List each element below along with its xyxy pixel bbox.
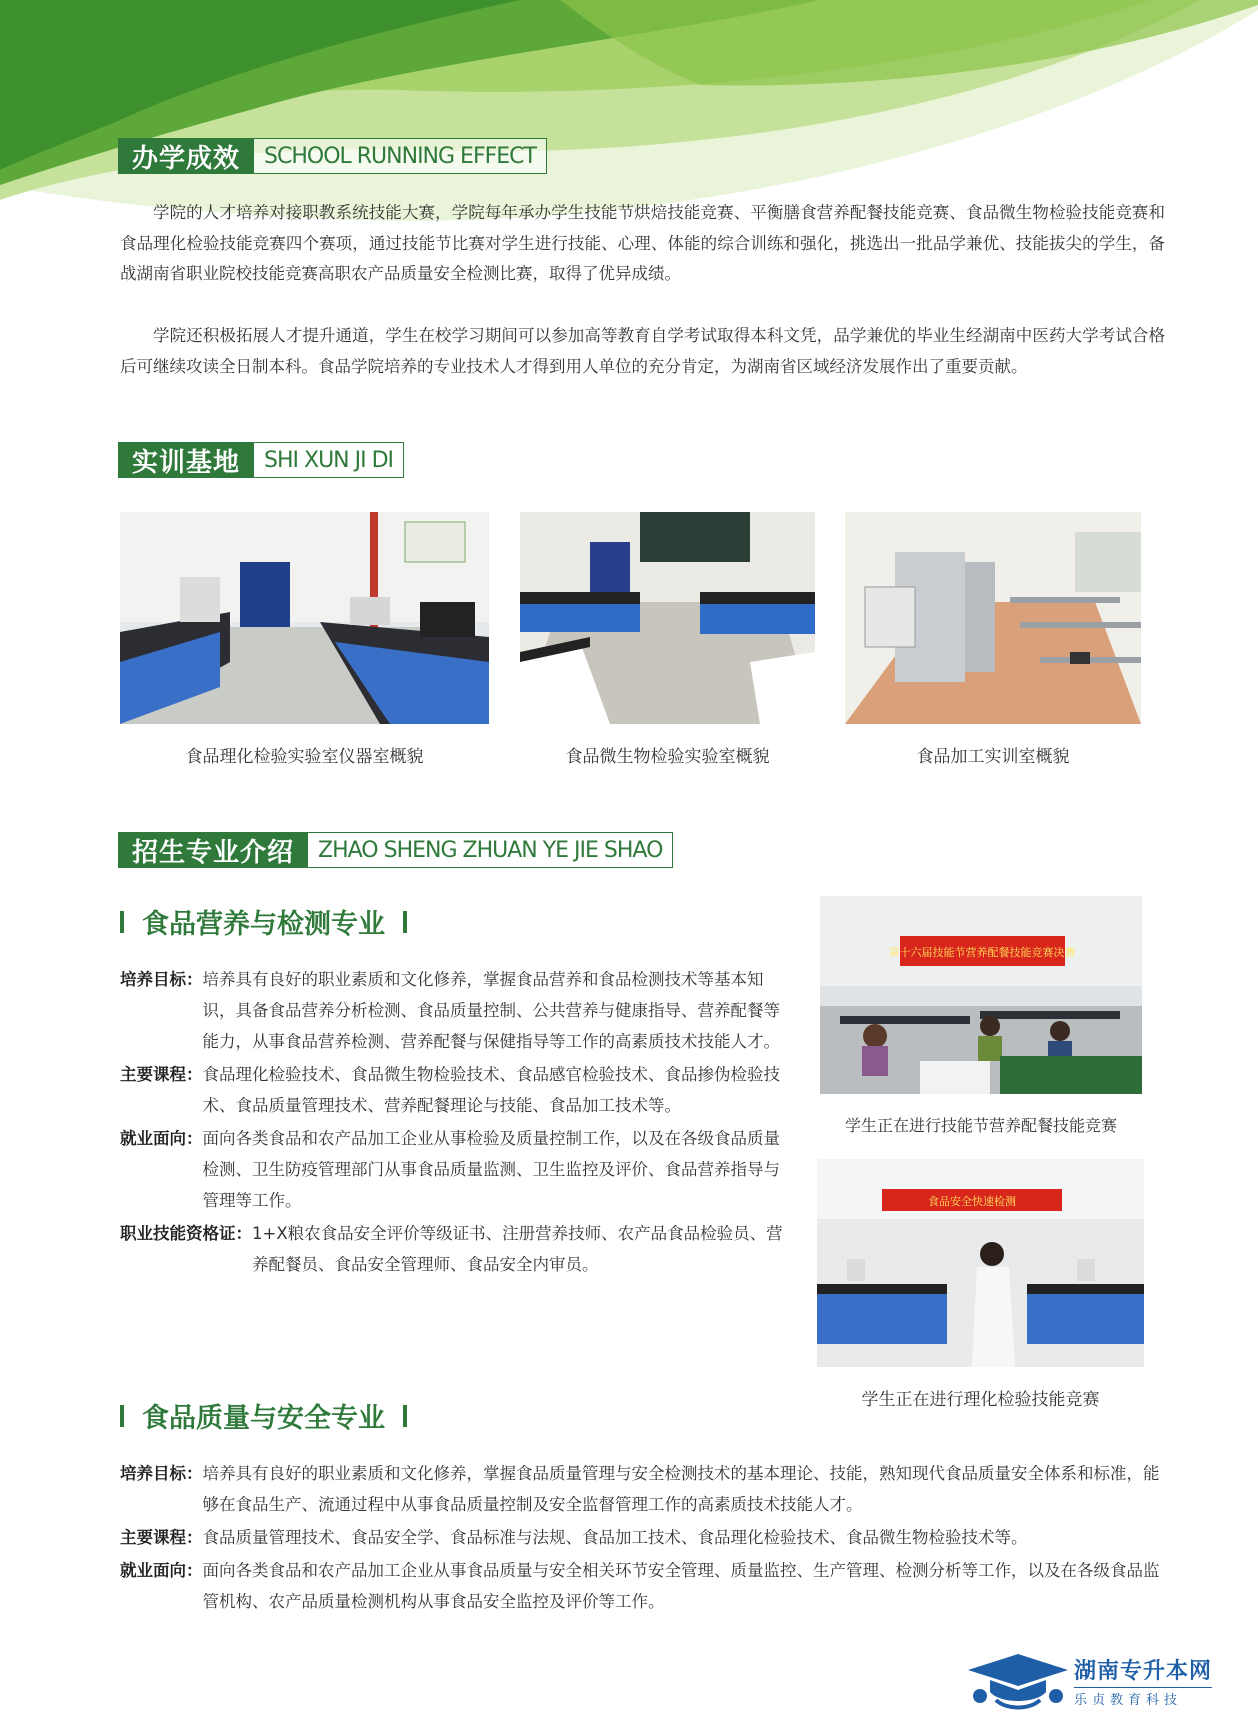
photo-caption: 食品微生物检验实验室概貌 bbox=[565, 747, 770, 767]
logo-name: 湖南专升本网 bbox=[1074, 1659, 1213, 1684]
section-title-en: SCHOOL RUNNING EFFECT bbox=[254, 138, 547, 174]
info-value: 培养具有良好的职业素质和文化修养，掌握食品营养和食品检测技术等基本知识，具备食品营养分析检测、食品质量控制、公共营养与健康指导、营养配餐等能力，从事食品营养检测、营养配餐与保健指导等工作的高素质技术技能人才。 bbox=[202, 970, 780, 1051]
lab-photo-food-processing bbox=[845, 512, 1141, 724]
site-logo[interactable] bbox=[960, 1648, 1230, 1714]
title-bar-right bbox=[403, 1405, 407, 1427]
title-bar-left bbox=[120, 911, 124, 933]
section-title-cn: 招生专业介绍 bbox=[118, 832, 308, 868]
major-title-text: 食品质量与安全专业 bbox=[142, 1403, 385, 1434]
section-header-majors bbox=[118, 832, 673, 868]
info-row-goal bbox=[120, 964, 790, 1057]
title-bar-left bbox=[120, 1405, 124, 1427]
info-label: 就业面向： bbox=[120, 1561, 203, 1580]
section-title-en: ZHAO SHENG ZHUAN YE JIE SHAO bbox=[308, 832, 673, 868]
section-title-cn: 办学成效 bbox=[118, 138, 254, 174]
competition-photo-nutrition bbox=[820, 896, 1142, 1094]
major-title-text: 食品营养与检测专业 bbox=[142, 909, 385, 940]
section-title-en: SHI XUN JI DI bbox=[254, 442, 404, 478]
photo-caption: 学生正在进行理化检验技能竞赛 bbox=[861, 1390, 1100, 1410]
banner-text: 第十六届技能节营养配餐技能竞赛决赛 bbox=[888, 946, 1076, 959]
info-row-certificates bbox=[120, 1218, 790, 1280]
info-label: 培养目标： bbox=[120, 970, 203, 989]
info-value: 食品理化检验技术、食品微生物检验技术、食品感官检验技术、食品掺伪检验技术、食品质量管理技术、营养配餐理论与技能、食品加工技术等。 bbox=[202, 1065, 780, 1115]
effect-paragraph-2: 学院还积极拓展人才提升通道，学生在校学习期间可以参加高等教育自学考试取得本科文凭，品学兼优的毕业生经湖南中医药大学考试合格后可继续攻读全日制本科。食品学院培养的专业技术人才得到用人单位的充分肯定，为湖南省区域经济发展作出了重要贡献。 bbox=[120, 326, 1165, 376]
info-value: 1+X粮农食品安全评价等级证书、注册营养技师、农产品食品检验员、营养配餐员、食品安全管理师、食品安全内审员。 bbox=[252, 1224, 783, 1274]
section-title-cn: 实训基地 bbox=[118, 442, 254, 478]
major2-info bbox=[120, 1458, 1160, 1617]
photo-caption: 食品加工实训室概貌 bbox=[916, 747, 1070, 767]
info-row-employment bbox=[120, 1555, 1160, 1617]
info-label: 主要课程： bbox=[120, 1065, 203, 1084]
major-title-quality-safety bbox=[120, 1396, 407, 1435]
effect-paragraph-1: 学院的人才培养对接职教系统技能大赛，学院每年承办学生技能节烘焙技能竞赛、平衡膳食营养配餐技能竞赛、食品微生物检验技能竞赛和食品理化检验技能竞赛四个赛项，通过技能节比赛对学生进行技能、心理、体能的综合训练和强化，挑选出一批品学兼优、技能拔尖的学生，备战湖南省职业院校技能竞赛高职农产品质量安全检测比赛，取得了优异成绩。 bbox=[120, 203, 1165, 283]
info-value: 培养具有良好的职业素质和文化修养，掌握食品质量管理与安全检测技术的基本理论、技能，熟知现代食品质量安全体系和标准，能够在食品生产、流通过程中从事食品质量控制及安全监督管理工作的高素质技术技能人才。 bbox=[202, 1464, 1160, 1514]
photo-caption: 学生正在进行技能节营养配餐技能竞赛 bbox=[844, 1116, 1117, 1135]
title-bar-right bbox=[403, 911, 407, 933]
info-label: 就业面向： bbox=[120, 1129, 203, 1148]
info-value: 面向各类食品和农产品加工企业从事检验及质量控制工作，以及在各级食品质量检测、卫生防疫管理部门从事食品质量监测、卫生监控及评价、食品营养指导与管理等工作。 bbox=[202, 1129, 780, 1210]
section-header-base bbox=[118, 442, 404, 478]
logo-slogan: 乐贞教育科技 bbox=[1074, 1687, 1212, 1708]
info-row-courses bbox=[120, 1059, 790, 1121]
info-row-courses bbox=[120, 1522, 1160, 1553]
banner-text: 食品安全快速检测 bbox=[928, 1195, 1016, 1208]
section-header-effect bbox=[118, 138, 547, 174]
graduation-cap-logo-icon bbox=[960, 1648, 1070, 1714]
lab-photo-microbiology bbox=[520, 512, 815, 724]
major1-info bbox=[120, 964, 790, 1280]
info-value: 食品质量管理技术、食品安全学、食品标准与法规、食品加工技术、食品理化检验技术、食品微生物检验技术等。 bbox=[202, 1528, 1028, 1547]
info-value: 面向各类食品和农产品加工企业从事食品质量与安全相关环节安全管理、质量监控、生产管理、检测分析等工作，以及在各级食品监管机构、农产品质量检测机构从事食品安全监控及评价等工作。 bbox=[202, 1561, 1160, 1611]
info-label: 培养目标： bbox=[120, 1464, 203, 1483]
lab-photo-instrument-room bbox=[120, 512, 489, 724]
info-label: 主要课程： bbox=[120, 1528, 203, 1547]
info-row-goal bbox=[120, 1458, 1160, 1520]
competition-photo-chemistry bbox=[817, 1159, 1144, 1367]
info-row-employment bbox=[120, 1123, 790, 1216]
info-label: 职业技能资格证： bbox=[120, 1224, 252, 1243]
photo-caption: 食品理化检验实验室仪器室概貌 bbox=[185, 747, 424, 767]
major-title-nutrition bbox=[120, 902, 407, 941]
